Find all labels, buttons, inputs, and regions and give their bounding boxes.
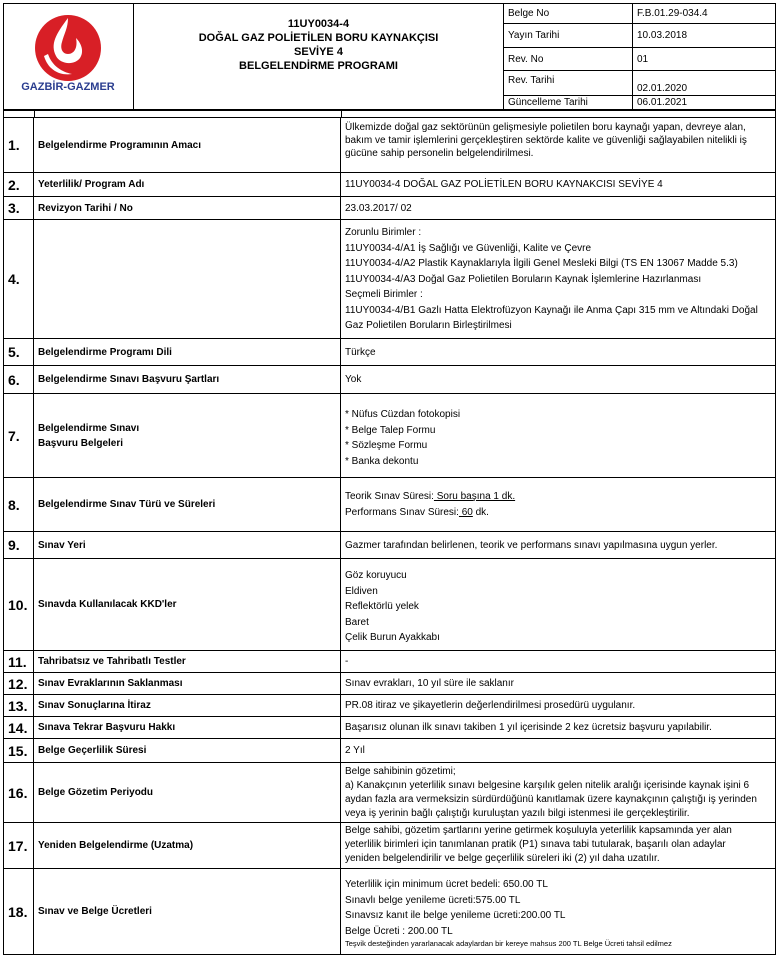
row-number: 15. xyxy=(4,739,34,762)
list-item: * Banka dekontu xyxy=(345,455,419,467)
row-value xyxy=(341,173,775,196)
text-line: 11UY0034-4/A3 Doğal Gaz Polietilen Boruların Kaynak İşlemlerine Hazırlanması xyxy=(345,273,702,285)
meta-value: 02.01.2020 xyxy=(637,83,688,94)
title-cell xyxy=(134,3,504,110)
text-line: a) Kanakçının yeterlilik sınavı belgesine karşılık gelen nitelik aralığı içerisinde kaynak işini 6 xyxy=(345,780,750,791)
meta-value: 10.03.2018 xyxy=(637,30,688,41)
list-item: Göz koruyucu xyxy=(345,570,407,581)
list-item: Eldiven xyxy=(345,585,378,597)
table-row xyxy=(3,869,776,955)
table-row xyxy=(3,717,776,739)
spacer-row xyxy=(3,110,776,118)
row-value xyxy=(341,739,775,762)
row-label: Sınavda Kullanılacak KKD'ler xyxy=(34,559,341,650)
row-number: 3. xyxy=(4,197,34,219)
table-row xyxy=(3,173,776,197)
row-label xyxy=(34,394,341,477)
row-number: 13. xyxy=(4,695,34,716)
meta-value: 06.01.2021 xyxy=(637,97,688,108)
text-line: 11UY0034-4/B1 Gazlı Hatta Elektrofüzyon Kaynağı ile Anma Çapı 315 mm ve Altındaki Doğal xyxy=(345,304,758,316)
list-item: Reflektörlü yelek xyxy=(345,601,419,612)
text-line: 2 Yıl xyxy=(345,745,365,756)
label-line: Başvuru Belgeleri xyxy=(38,437,124,449)
row-value xyxy=(341,651,775,672)
text-line: Belge sahibi, gözetim şartlarını yerine getirmek koşuluyla yeterlilik kapsamında yer alan xyxy=(345,825,732,836)
row-label: Yeniden Belgelendirme (Uzatma) xyxy=(34,823,341,868)
row-label: Tahribatsız ve Tahribatlı Testler xyxy=(34,651,341,672)
row-number: 7. xyxy=(4,394,34,477)
meta-row xyxy=(504,24,776,48)
performance-exam-duration: Performans Sınav Süresi: 60 dk. xyxy=(345,507,489,518)
fee-note: Teşvik desteğinden yararlanacak adaylardan bir kereye mahsus 200 TL Belge Ücreti tahsil edilmez xyxy=(345,939,672,948)
list-item: Baret xyxy=(345,616,369,628)
text-line: PR.08 itiraz ve şikayetlerin değerlendirilmesi prosedürü uygulanır. xyxy=(345,700,636,711)
table-row xyxy=(3,739,776,763)
table-row xyxy=(3,197,776,220)
text-line: 11UY0034-4/A1 İş Sağlığı ve Güvenliği, Kalite ve Çevre xyxy=(345,242,592,254)
text-line: yeterlilik birimleri için tanımlanan pratik (P1) sınava tabi tutularak, başarılı olan adaylar xyxy=(345,839,726,850)
table-row xyxy=(3,220,776,339)
row-label: Belgelendirme Programının Amacı xyxy=(34,118,341,172)
row-number: 6. xyxy=(4,366,34,393)
table-row xyxy=(3,532,776,559)
row-value xyxy=(341,197,775,219)
meta-row xyxy=(504,71,776,96)
text-line: Yok xyxy=(345,374,362,385)
logo-text: GAZBİR-GAZMER xyxy=(21,81,115,93)
row-number: 9. xyxy=(4,532,34,558)
meta-value: F.B.01.29-034.4 xyxy=(637,8,708,19)
doc-subtitle: BELGELENDİRME PROGRAMI xyxy=(239,60,398,72)
fee-line: Yeterlilik için minimum ücret bedeli: 650.00 TL xyxy=(345,879,548,890)
row-value xyxy=(341,394,775,477)
text-line: gücüne sahip personelin belgelendirilmesi. xyxy=(345,148,534,159)
meta-key: Rev. Tarihi xyxy=(504,71,633,95)
table-row xyxy=(3,673,776,695)
meta-key: Yayın Tarihi xyxy=(504,24,633,47)
table-row xyxy=(3,651,776,673)
row-value xyxy=(341,478,775,531)
list-item: * Sözleşme Formu xyxy=(345,440,428,451)
row-label: Belge Gözetim Periyodu xyxy=(34,763,341,822)
row-label: Sınav Sonuçlarına İtiraz xyxy=(34,695,341,716)
row-value xyxy=(341,559,775,650)
text-line: Başarısız olunan ilk sınavı takiben 1 yıl içerisinde 2 kez ücretsiz başvuru yapılabilir. xyxy=(345,722,712,733)
gazbir-gazmer-logo xyxy=(4,4,133,109)
text-line: Seçmeli Birimler : xyxy=(345,289,423,300)
table-row xyxy=(3,394,776,478)
row-label: Belgelendirme Sınav Türü ve Süreleri xyxy=(34,478,341,531)
text-line: Belge sahibinin gözetimi; xyxy=(345,766,456,777)
row-value xyxy=(341,717,775,738)
row-number: 18. xyxy=(4,869,34,954)
doc-title: DOĞAL GAZ POLİETİLEN BORU KAYNAKÇISI xyxy=(198,32,439,44)
row-number: 2. xyxy=(4,173,34,196)
fee-line: Sınavlı belge yenileme ücreti:575.00 TL xyxy=(345,894,521,906)
table-row xyxy=(3,695,776,717)
row-number: 12. xyxy=(4,673,34,694)
row-value xyxy=(341,220,775,338)
text-line: yeniden belgelendirilir ve belge geçerlilik süreleri iki (2) yıl daha uzatılır. xyxy=(345,853,660,864)
table-row xyxy=(3,366,776,394)
text-line: Zorunlu Birimler : xyxy=(345,227,422,238)
meta-row xyxy=(504,48,776,71)
row-value xyxy=(341,532,775,558)
row-number: 16. xyxy=(4,763,34,822)
row-number: 4. xyxy=(4,220,34,338)
row-label: Revizyon Tarihi / No xyxy=(34,197,341,219)
row-number: 5. xyxy=(4,339,34,365)
row-number: 8. xyxy=(4,478,34,531)
row-label xyxy=(34,220,341,338)
logo-cell xyxy=(3,3,134,110)
meta-value: 01 xyxy=(637,53,649,65)
row-label: Sınav Yeri xyxy=(34,532,341,558)
meta-key: Belge No xyxy=(504,4,633,23)
row-number: 10. xyxy=(4,559,34,650)
doc-code: 11UY0034-4 xyxy=(287,18,350,30)
row-label: Belgelendirme Programı Dili xyxy=(34,339,341,365)
row-value xyxy=(341,695,775,716)
text-line: Ülkemizde doğal gaz sektörünün gelişmesiyle polietilen boru kaynağı yapan, devreye alan, xyxy=(345,122,746,133)
row-label: Sınav Evraklarının Saklanması xyxy=(34,673,341,694)
row-value xyxy=(341,118,775,172)
table-row xyxy=(3,559,776,651)
doc-level: SEVİYE 4 xyxy=(294,46,343,58)
table-row xyxy=(3,118,776,173)
text-line: 11UY0034-4/A2 Plastik Kaynaklarıyla İlgili Genel Mesleki Bilgi (TS EN 13067 Madde 5.3) xyxy=(345,258,738,269)
row-number: 17. xyxy=(4,823,34,868)
text-line: veya iş yerinin bağlı çalıştığı kuruluştan yazılı bilgi istenmesi ile gerçekleştirilir. xyxy=(345,808,690,819)
row-number: 1. xyxy=(4,118,34,172)
text-line: Türkçe xyxy=(345,346,376,358)
list-item: * Nüfus Cüzdan fotokopisi xyxy=(345,409,461,420)
text-line: Gazmer tarafından belirlenen, teorik ve performans sınavı yapılmasına uygun yerler. xyxy=(345,539,718,551)
meta-table xyxy=(504,3,776,110)
text-line: - xyxy=(345,656,349,667)
meta-row xyxy=(504,3,776,24)
text-line: aydan fazla ara vermeksizin sürdürdüğünü kanıtlamak üzere kaynakçının çalıştığı iş yerinden xyxy=(345,794,757,805)
row-value xyxy=(341,673,775,694)
list-item: * Belge Talep Formu xyxy=(345,424,436,436)
list-item: Çelik Burun Ayakkabı xyxy=(345,632,440,643)
theory-exam-duration: Teorik Sınav Süresi: Soru başına 1 dk. xyxy=(345,491,516,502)
document-header xyxy=(3,3,776,110)
row-label: Sınav ve Belge Ücretleri xyxy=(34,869,341,954)
row-value xyxy=(341,763,775,822)
row-label: Yeterlilik/ Program Adı xyxy=(34,173,341,196)
text-line: Sınav evrakları, 10 yıl süre ile saklanır xyxy=(345,678,514,689)
table-row xyxy=(3,823,776,869)
row-label: Belge Geçerlilik Süresi xyxy=(34,739,341,762)
row-number: 11. xyxy=(4,651,34,672)
meta-key: Rev. No xyxy=(504,48,633,70)
label-line: Belgelendirme Sınavı xyxy=(38,422,140,434)
row-value xyxy=(341,823,775,868)
table-row xyxy=(3,339,776,366)
row-value xyxy=(341,339,775,365)
row-label: Sınava Tekrar Başvuru Hakkı xyxy=(34,717,341,738)
table-row xyxy=(3,763,776,823)
row-label: Belgelendirme Sınavı Başvuru Şartları xyxy=(34,366,341,393)
text-line: bakım ve tamir işlemlerini gerçekleştiren sektörde kalite ve güvenliği sağlayabilen nitelikli iş xyxy=(345,135,747,146)
fee-line: Belge Ücreti : 200.00 TL xyxy=(345,925,453,937)
text-line: Gaz Polietilen Boruların Birleştirilmesi xyxy=(345,320,512,331)
table-row xyxy=(3,478,776,532)
row-number: 14. xyxy=(4,717,34,738)
meta-key: Güncelleme Tarihi xyxy=(504,96,633,109)
text-line: 23.03.2017/ 02 xyxy=(345,202,412,214)
row-value xyxy=(341,366,775,393)
fee-line: Sınavsız kanıt ile belge yenileme ücreti:200.00 TL xyxy=(345,910,566,921)
row-value xyxy=(341,869,775,954)
meta-row xyxy=(504,96,776,110)
text-line: 11UY0034-4 DOĞAL GAZ POLİETİLEN BORU KAYNAKCISI SEVİYE 4 xyxy=(345,179,663,190)
